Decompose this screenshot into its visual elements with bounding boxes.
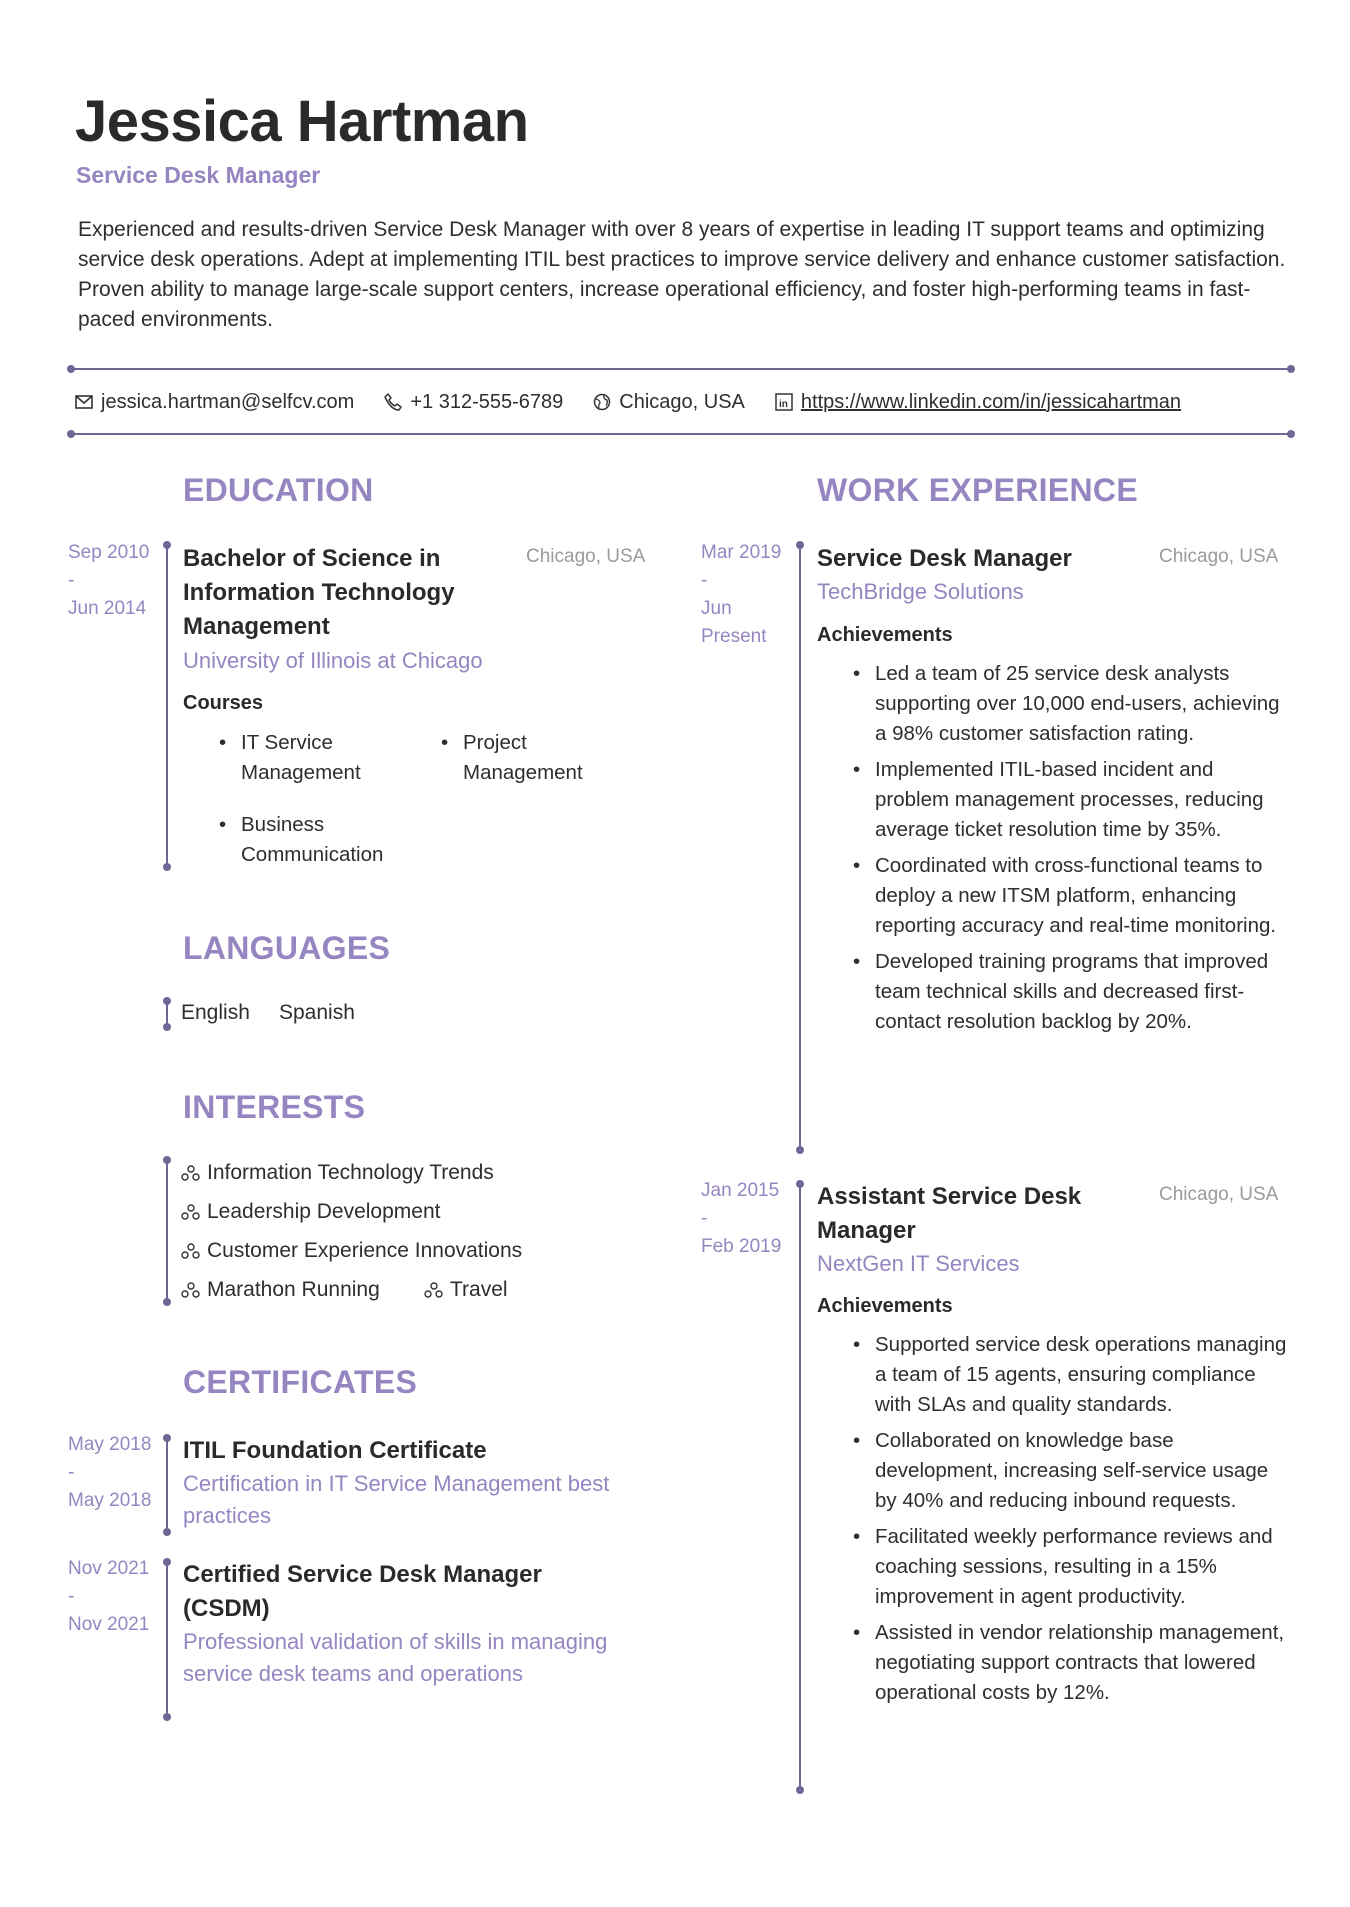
contact-linkedin [775, 391, 1181, 414]
interest-label: Information Technology Trends [207, 1161, 494, 1184]
job-location: Chicago, USA [1159, 1184, 1279, 1205]
education-degree: Bachelor of Science in Information Technology Management [183, 545, 455, 640]
job-title: Assistant Service Desk Manager [817, 1183, 1082, 1244]
job-company: NextGen IT Services [817, 1251, 1020, 1276]
interest-icon [181, 1243, 201, 1259]
achievement-item: • Coordinated with cross-functional teams to deploy a new ITSM platform, enhancing reporting accuracy and real-time monitoring. [875, 851, 1293, 941]
contact-bottom-divider [71, 433, 1291, 435]
education-timeline [166, 544, 168, 868]
contact-email [75, 391, 354, 414]
certificate-timeline [166, 1437, 168, 1533]
candidate-name: Jessica Hartman [75, 89, 529, 154]
interest-label: Marathon Running [207, 1278, 380, 1301]
achievements-label: Achievements [817, 1295, 953, 1317]
candidate-role: Service Desk Manager [76, 162, 321, 188]
date-end: Jun 2014 [68, 598, 147, 619]
job-dates [701, 539, 781, 651]
certificates-heading: CERTIFICATES [183, 1364, 418, 1400]
email-text: jessica.hartman@selfcv.com [101, 390, 355, 413]
certificate-dates [68, 1431, 151, 1515]
course-item: • Project Management [463, 728, 623, 788]
date-end-present: Present [701, 626, 767, 647]
achievement-item: • Implemented ITIL-based incident and problem management processes, reducing average ticket resolution time by 35%. [875, 755, 1293, 845]
contact-location [593, 391, 745, 414]
location-text: Chicago, USA [619, 390, 745, 413]
job-timeline [799, 1183, 801, 1791]
interest-item [181, 1239, 522, 1263]
language-item: English [181, 1001, 250, 1024]
date-separator: - [68, 570, 75, 591]
achievement-item: • Assisted in vendor relationship management, negotiating support contracts that lowered operational costs by 12%. [875, 1618, 1293, 1708]
interest-item [424, 1278, 508, 1302]
contact-bar [75, 388, 1211, 416]
date-start: Nov 2021 [68, 1558, 150, 1579]
education-school: University of Illinois at Chicago [183, 648, 483, 673]
achievement-item: • Developed training programs that improved team technical skills and decreased first-contact resolution backlog by 20%. [875, 947, 1293, 1037]
education-location: Chicago, USA [526, 546, 646, 567]
job-location: Chicago, USA [1159, 546, 1279, 567]
linkedin-icon [775, 393, 793, 411]
language-item: Spanish [279, 1001, 355, 1024]
interest-item [181, 1200, 440, 1224]
date-separator: - [701, 570, 708, 591]
achievement-item: • Collaborated on knowledge base development, increasing self-service usage by 40% and reducing inbound requests. [875, 1426, 1293, 1516]
interest-label: Leadership Development [207, 1200, 441, 1223]
svg-text:in: in [778, 399, 788, 410]
certificate-name: Certified Service Desk Manager (CSDM) [183, 1561, 542, 1622]
date-separator: - [68, 1586, 75, 1607]
interest-item [181, 1161, 494, 1185]
interests-heading: INTERESTS [183, 1089, 366, 1125]
job-title: Service Desk Manager [817, 545, 1072, 572]
achievements-list [819, 659, 1293, 1043]
languages-heading: LANGUAGES [183, 930, 391, 966]
certificate-dates [68, 1555, 149, 1639]
interest-icon [181, 1165, 201, 1181]
interests-timeline [166, 1159, 168, 1303]
interest-icon [181, 1204, 201, 1220]
globe-icon [593, 393, 611, 411]
certificate-timeline [166, 1561, 168, 1718]
interest-icon [424, 1282, 444, 1298]
linkedin-link[interactable]: https://www.linkedin.com/in/jessicahartman [800, 390, 1182, 413]
email-icon [75, 395, 93, 409]
contact-top-divider [71, 368, 1291, 370]
interest-label: Travel [450, 1278, 508, 1301]
job-dates [701, 1177, 781, 1261]
date-end: Jun [701, 598, 732, 619]
interest-icon [181, 1282, 201, 1298]
course-item: • Business Communication [241, 810, 441, 870]
date-start: Jan 2015 [701, 1180, 780, 1201]
achievements-list [819, 1330, 1293, 1714]
achievement-item: • Facilitated weekly performance reviews and coaching sessions, resulting in a 15% improvement in agent productivity. [875, 1522, 1293, 1612]
certificate-name: ITIL Foundation Certificate [183, 1437, 487, 1464]
certificate-description: Certification in IT Service Management best practices [183, 1471, 610, 1528]
languages-timeline [166, 1000, 168, 1028]
date-end: Nov 2021 [68, 1614, 150, 1635]
job-timeline [799, 544, 801, 1151]
interest-label: Customer Experience Innovations [207, 1239, 523, 1262]
education-dates [68, 539, 149, 623]
date-start: May 2018 [68, 1434, 152, 1455]
profile-summary: Experienced and results-driven Service Desk Manager with over 8 years of expertise in leading IT support teams and optimizing service desk operations. Adept at implementing ITIL best practices to improve service delivery and enhance customer satisfaction. Proven ability to manage large-scale support centers, increase operational efficiency, and foster high-performing teams in fast-paced environments. [78, 218, 1286, 331]
date-end: May 2018 [68, 1490, 152, 1511]
achievements-label: Achievements [817, 624, 953, 646]
achievement-item: • Led a team of 25 service desk analysts supporting over 10,000 end-users, achieving a 98% customer satisfaction rating. [875, 659, 1293, 749]
phone-text: +1 312-555-6789 [410, 390, 564, 413]
education-heading: EDUCATION [183, 472, 374, 508]
achievement-item: • Supported service desk operations managing a team of 15 agents, ensuring compliance with SLAs and quality standards. [875, 1330, 1293, 1420]
course-item: • IT Service Management [241, 728, 401, 788]
phone-icon [384, 393, 402, 411]
date-start: Sep 2010 [68, 542, 150, 563]
date-end: Feb 2019 [701, 1236, 782, 1257]
courses-label: Courses [183, 692, 264, 714]
work-heading: WORK EXPERIENCE [817, 472, 1138, 508]
interest-item [181, 1278, 380, 1302]
date-separator: - [68, 1462, 75, 1483]
certificate-description: Professional validation of skills in managing service desk teams and operations [183, 1629, 608, 1686]
date-start: Mar 2019 [701, 542, 782, 563]
date-separator: - [701, 1208, 708, 1229]
job-company: TechBridge Solutions [817, 579, 1024, 604]
contact-phone [384, 391, 563, 414]
